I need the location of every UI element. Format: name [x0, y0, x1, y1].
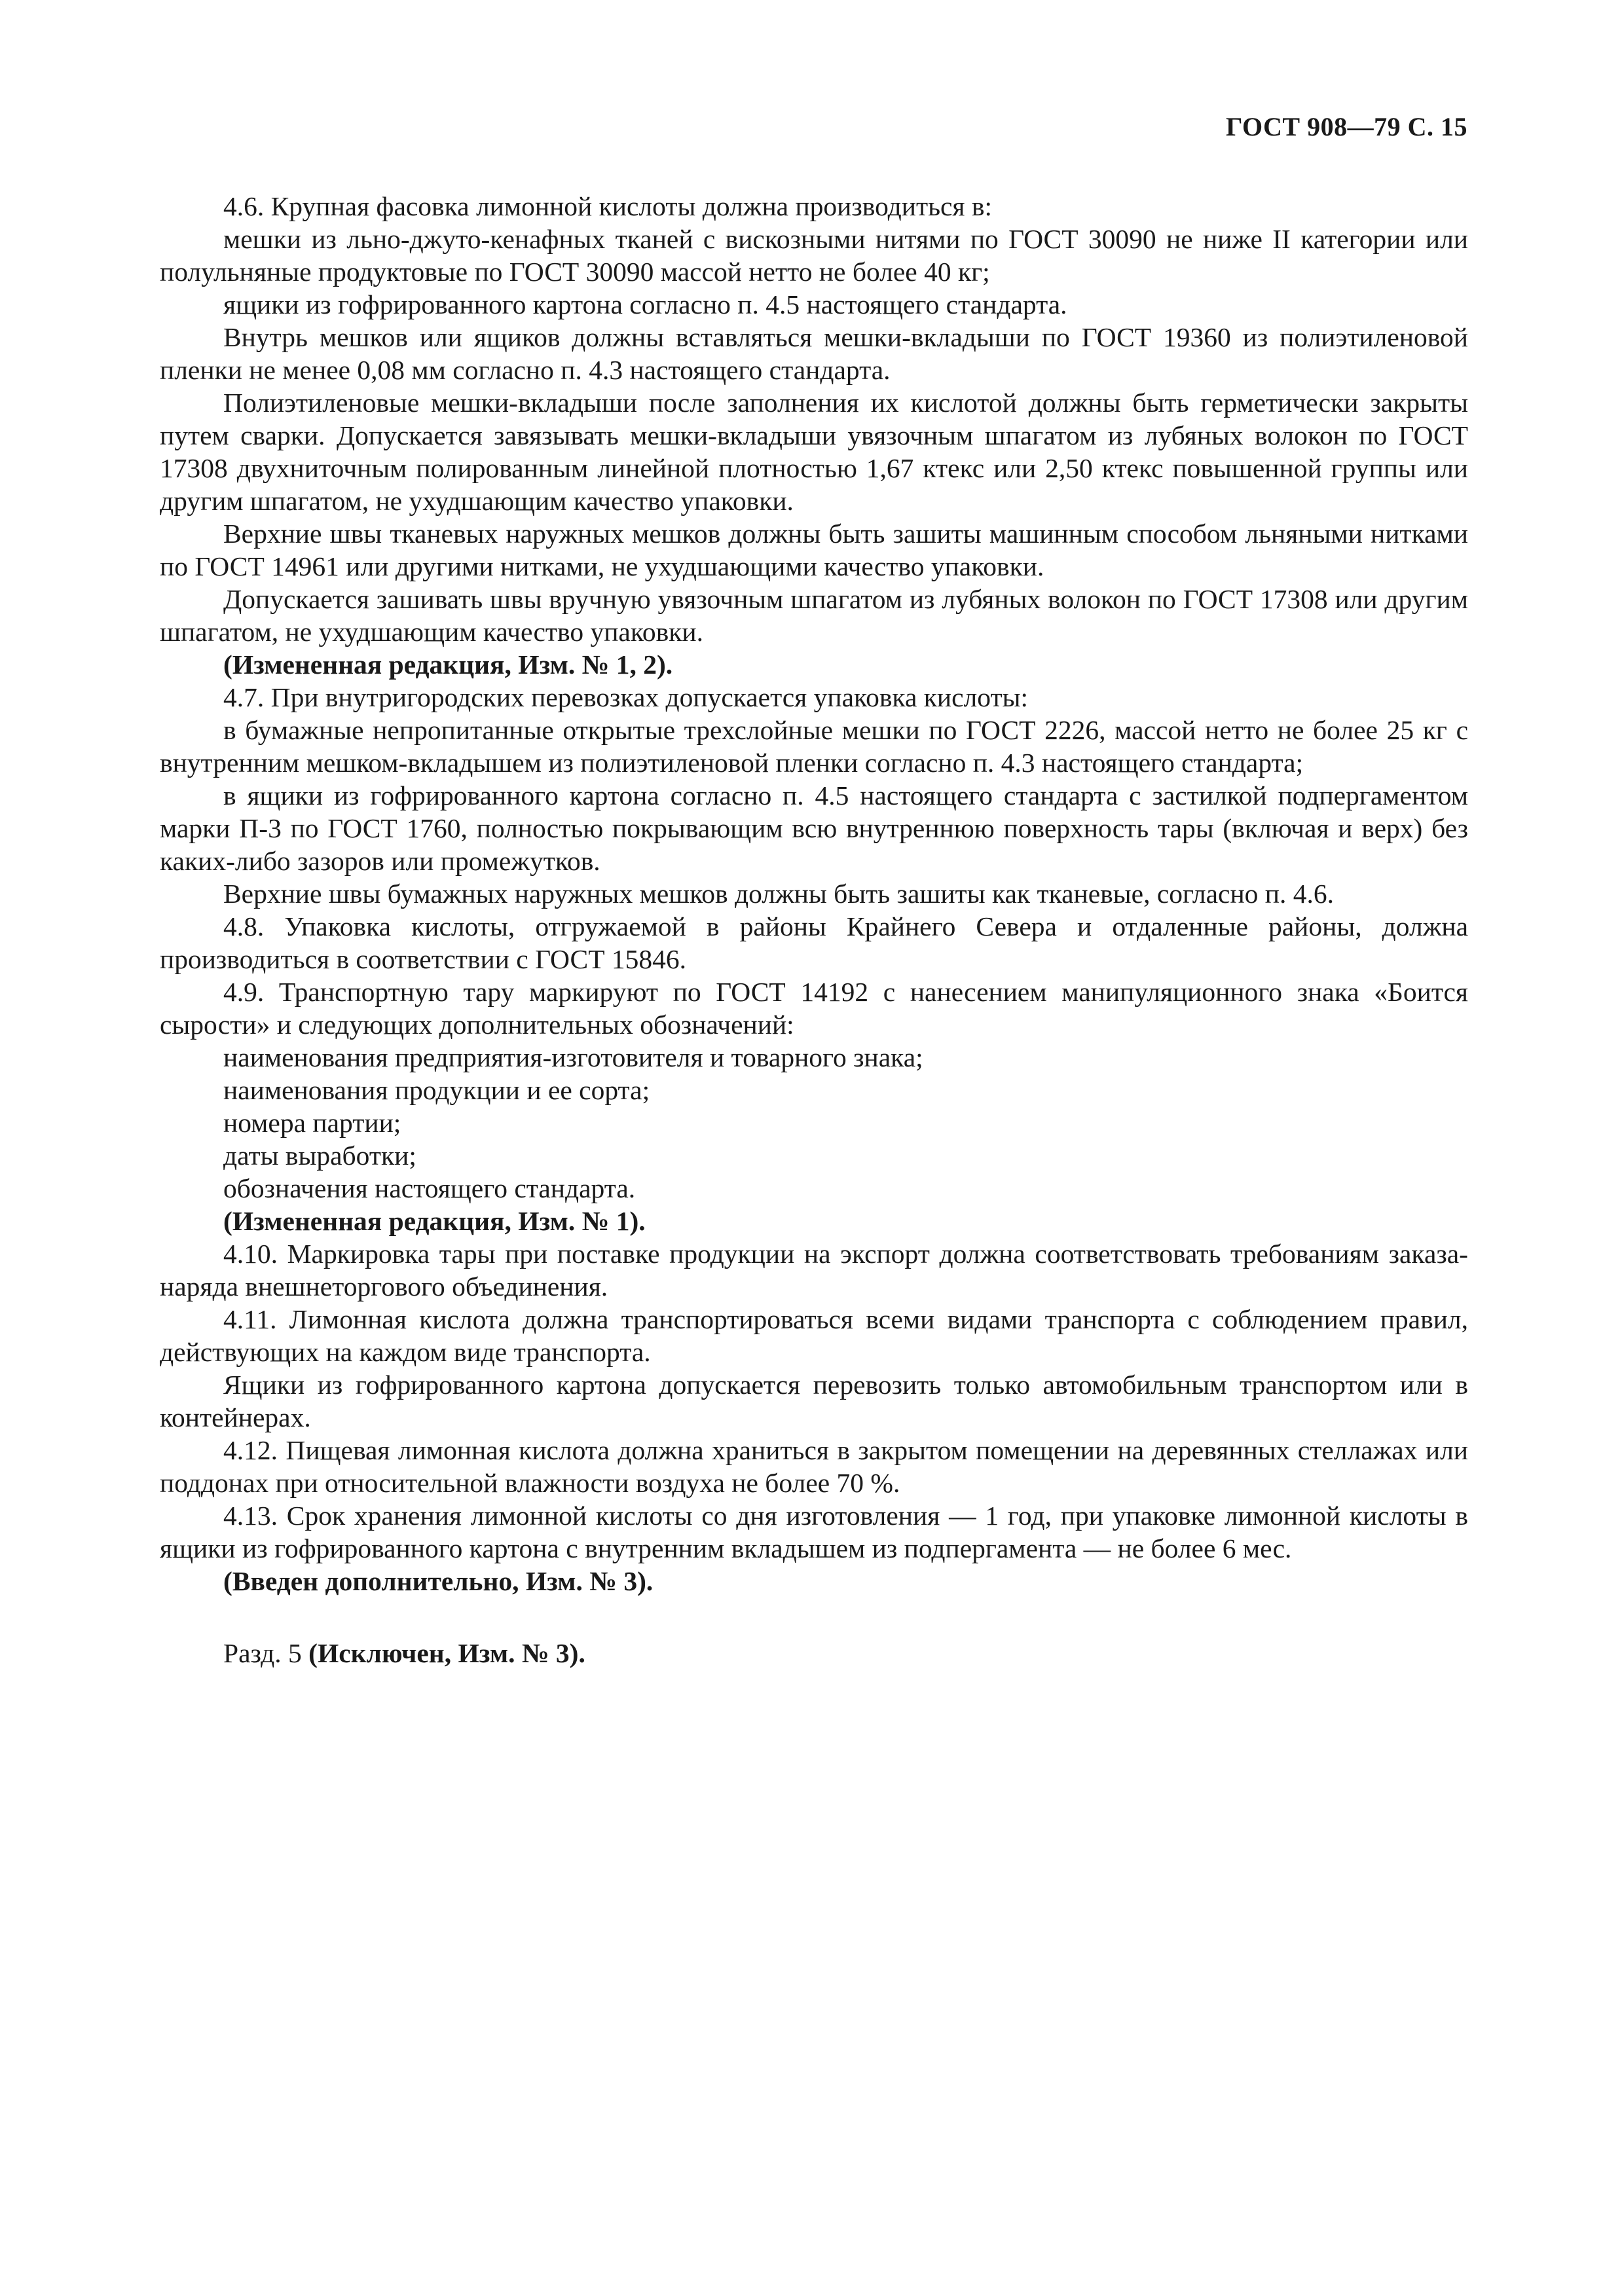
paragraph-4-6: 4.6. Крупная фасовка лимонной кислоты должна производиться в:: [223, 191, 993, 221]
paragraph: Ящики из гофрированного картона допускается перевозить только автомобильным транспортом или в контейнерах.: [160, 1370, 1468, 1432]
paragraph-4-9: 4.9. Транспортную тару маркируют по ГОСТ 14192 с нанесением манипуляционного знака «Боится сырости» и следующих дополнительных обозначений:: [160, 977, 1468, 1040]
paragraph-4-13: 4.13. Срок хранения лимонной кислоты со дня изготовления — 1 год, при упаковке лимонной кислоты в ящики из гофрированного картона с внутренним вкладышем из подпергамента — не более 6 мес.: [160, 1501, 1468, 1563]
paragraph-4-10: 4.10. Маркировка тары при поставке продукции на экспорт должна соответствовать требованиям заказа-наряда внешнеторгового объединения.: [160, 1239, 1468, 1302]
paragraph-4-12: 4.12. Пищевая лимонная кислота должна храниться в закрытом помещении на деревянных стеллажах или поддонах при относительной влажности воздуха не более 70 %.: [160, 1435, 1468, 1498]
section-5-note: [160, 1637, 1468, 1669]
amendment-note: (Введен дополнительно, Изм. № 3).: [223, 1566, 654, 1596]
paragraph: мешки из льно-джуто-кенафных тканей с вискозными нитями по ГОСТ 30090 не ниже II категории или полульняные продуктовые по ГОСТ 30090 массой нетто не более 40 кг;: [160, 224, 1468, 287]
list-item: наименования продукции и ее сорта;: [223, 1075, 650, 1105]
paragraph: Допускается зашивать швы вручную увязочным шпагатом из лубяных волокон по ГОСТ 17308 или другим шпагатом, не ухудшающим качество упаковки.: [160, 584, 1468, 647]
section-5-label: Разд. 5: [223, 1638, 302, 1668]
paragraph: в бумажные непропитанные открытые трехслойные мешки по ГОСТ 2226, массой нетто не более 25 кг с внутренним мешком-вкладышем из полиэтиленовой пленки согласно п. 4.3 настоящего стандарта;: [160, 715, 1468, 778]
section-5-excluded: (Исключен, Изм. № 3).: [308, 1638, 585, 1668]
paragraph: ящики из гофрированного картона согласно п. 4.5 настоящего стандарта.: [223, 289, 1067, 319]
paragraph: Верхние швы тканевых наружных мешков должны быть зашиты машинным способом льняными нитками по ГОСТ 14961 или другими нитками, не ухудшающими качество упаковки.: [160, 519, 1468, 581]
page-header: ГОСТ 908—79 С. 15: [1225, 112, 1467, 141]
paragraph: Внутрь мешков или ящиков должны вставляться мешки-вкладыши по ГОСТ 19360 из полиэтиленовой пленки не менее 0,08 мм согласно п. 4.3 настоящего стандарта.: [160, 322, 1468, 385]
paragraph: в ящики из гофрированного картона согласно п. 4.5 настоящего стандарта с застилкой подпергаментом марки П-3 по ГОСТ 1760, полностью покрывающим всю внутреннюю поверхность тары (включая и верх) без каких-либо зазоров или промежутков.: [160, 780, 1468, 876]
spacer: [160, 1597, 1468, 1637]
amendment-note: (Измененная редакция, Изм. № 1, 2).: [223, 649, 673, 680]
paragraph-4-7: 4.7. При внутригородских перевозках допускается упаковка кислоты:: [223, 682, 1028, 712]
paragraph: Верхние швы бумажных наружных мешков должны быть зашиты как тканевые, согласно п. 4.6.: [223, 879, 1334, 909]
paragraph: Полиэтиленовые мешки-вкладыши после заполнения их кислотой должны быть герметически закрыты путем сварки. Допускается завязывать мешки-вкладыши увязочным шпагатом из лубяных волокон по ГОСТ 17308 двухниточным полированным линейной плотностью 1,67 ктекс или 2,50 ктекс повышенной группы или другим шпагатом, не ухудшающим качество упаковки.: [160, 388, 1468, 516]
list-item: обозначения настоящего стандарта.: [223, 1173, 636, 1203]
list-item: номера партии;: [223, 1108, 401, 1138]
paragraph-4-8: 4.8. Упаковка кислоты, отгружаемой в районы Крайнего Севера и отдаленные районы, должна производиться в соответствии с ГОСТ 15846.: [160, 911, 1468, 974]
amendment-note: (Измененная редакция, Изм. № 1).: [223, 1206, 646, 1236]
document-body: [160, 190, 1468, 1669]
paragraph-4-11: 4.11. Лимонная кислота должна транспортироваться всеми видами транспорта с соблюдением правил, действующих на каждом виде транспорта.: [160, 1304, 1468, 1367]
list-item: наименования предприятия-изготовителя и товарного знака;: [223, 1042, 923, 1072]
list-item: даты выработки;: [223, 1140, 416, 1171]
